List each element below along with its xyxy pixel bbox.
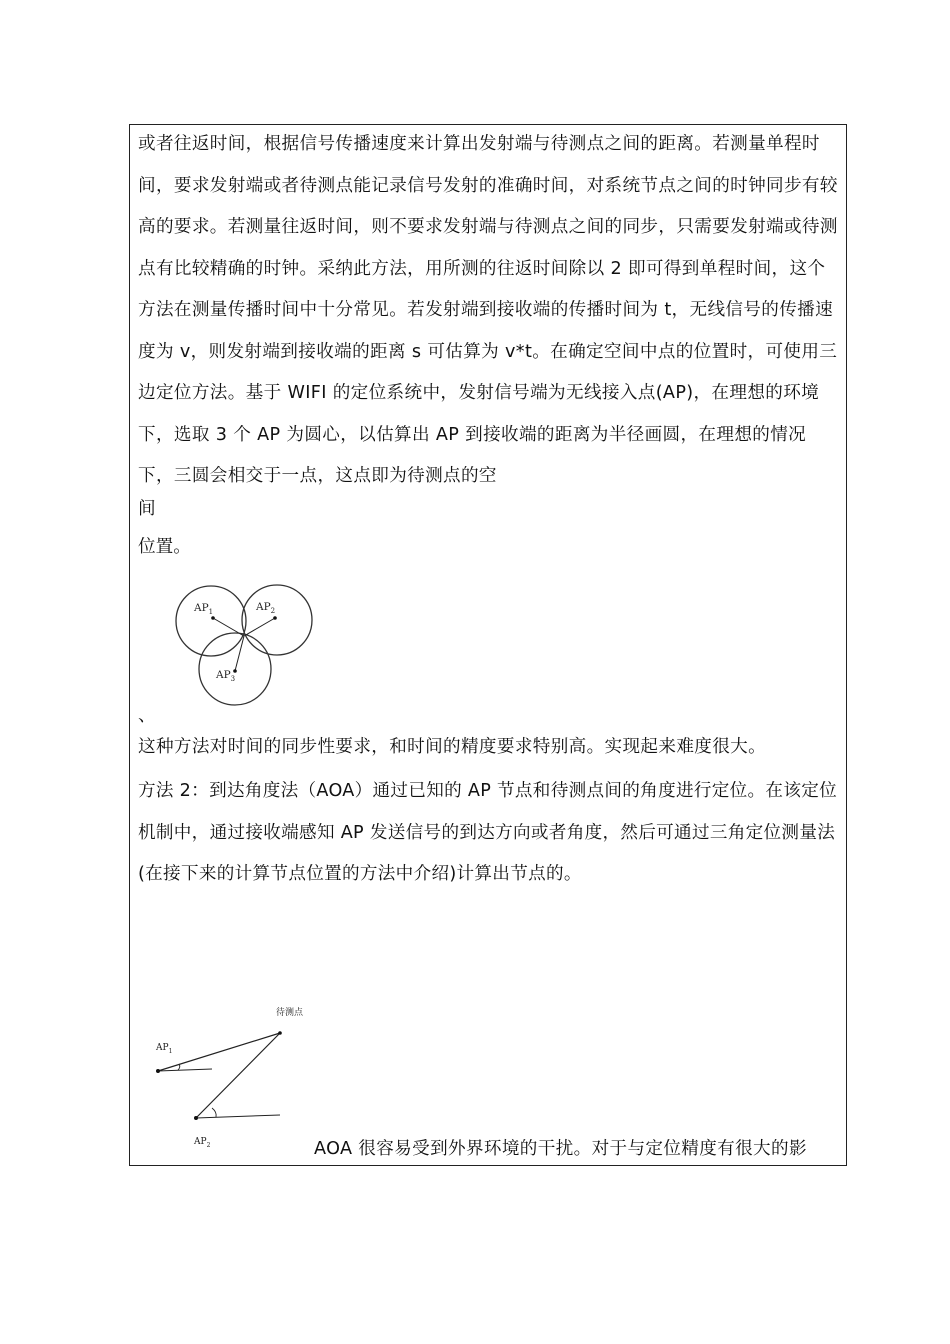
- label-ap1: $AP_1$: [194, 602, 214, 616]
- paragraph-aoa-method: 方法 2：到达角度法（AOA）通过已知的 AP 节点和待测点间的角度进行定位。在该定位机制中，通过接收端感知 AP 发送信号的到达方向或者角度，然后可通过三角定位测量法(在接下来的计算节点位置的方法中介绍)计算出节点的。: [138, 781, 838, 884]
- circle-ap1: [176, 586, 246, 656]
- circle-ap2: [242, 585, 312, 655]
- label-ap3: $AP_3$: [216, 669, 236, 683]
- point-ap1: [211, 616, 215, 620]
- text-line-jian: 间: [138, 499, 156, 519]
- paragraph-trilateration: 或者往返时间，根据信号传播速度来计算出发射端与待测点之间的距离。若测量单程时间，要求发射端或者待测点能记录信号发射的准确时间，对系统节点之间的时钟同步有较高的要求。若测量往返时间，则不要求发射端与待测点之间的同步，只需要发射端或待测点有比较精确的时钟。采纳此方法，用所测的往返时间除以 2 即可得到单程时间，这个方法在测量传播时间中十分常见。若发射端到接收端的传播时间为 t，无线信号的传播速度为 v，则发射端到接收端的距离 s 可估算为 v*t。在确定空间中点的位置时，可使用三边定位方法。基于 WIFI 的定位系统中，发射信号端为无线接入点(AP)，在理想的环境下，选取 3 个 AP 为圆心，以估算出 AP 到接收端的距离为半径画圆，在理想的情况下，三圆会相交于一点，这点即为待测点的空: [138, 134, 838, 486]
- aoa-diagram: [150, 1000, 320, 1150]
- text-line-weizhi: 位置。: [138, 537, 191, 557]
- trilateration-diagram: [174, 583, 316, 709]
- paragraph-aoa-interference: AOA 很容易受到外界环境的干扰。对于与定位精度有很大的影: [314, 1139, 807, 1159]
- point-aoa-ap2: [194, 1116, 198, 1120]
- label-ap2: $AP_2$: [256, 601, 276, 615]
- label-target-point: 待测点: [276, 1008, 304, 1018]
- point-ap2: [273, 616, 277, 620]
- point-aoa-ap1: [156, 1069, 160, 1073]
- point-target: [278, 1031, 282, 1035]
- point-ap3: [233, 669, 237, 673]
- label-aoa-ap2: $AP_2$: [194, 1137, 211, 1149]
- stray-mark: 、: [138, 706, 156, 726]
- paragraph-sync-requirement: 这种方法对时间的同步性要求，和时间的精度要求特别高。实现起来难度很大。: [138, 737, 767, 757]
- label-aoa-ap1: $AP_1$: [156, 1043, 173, 1055]
